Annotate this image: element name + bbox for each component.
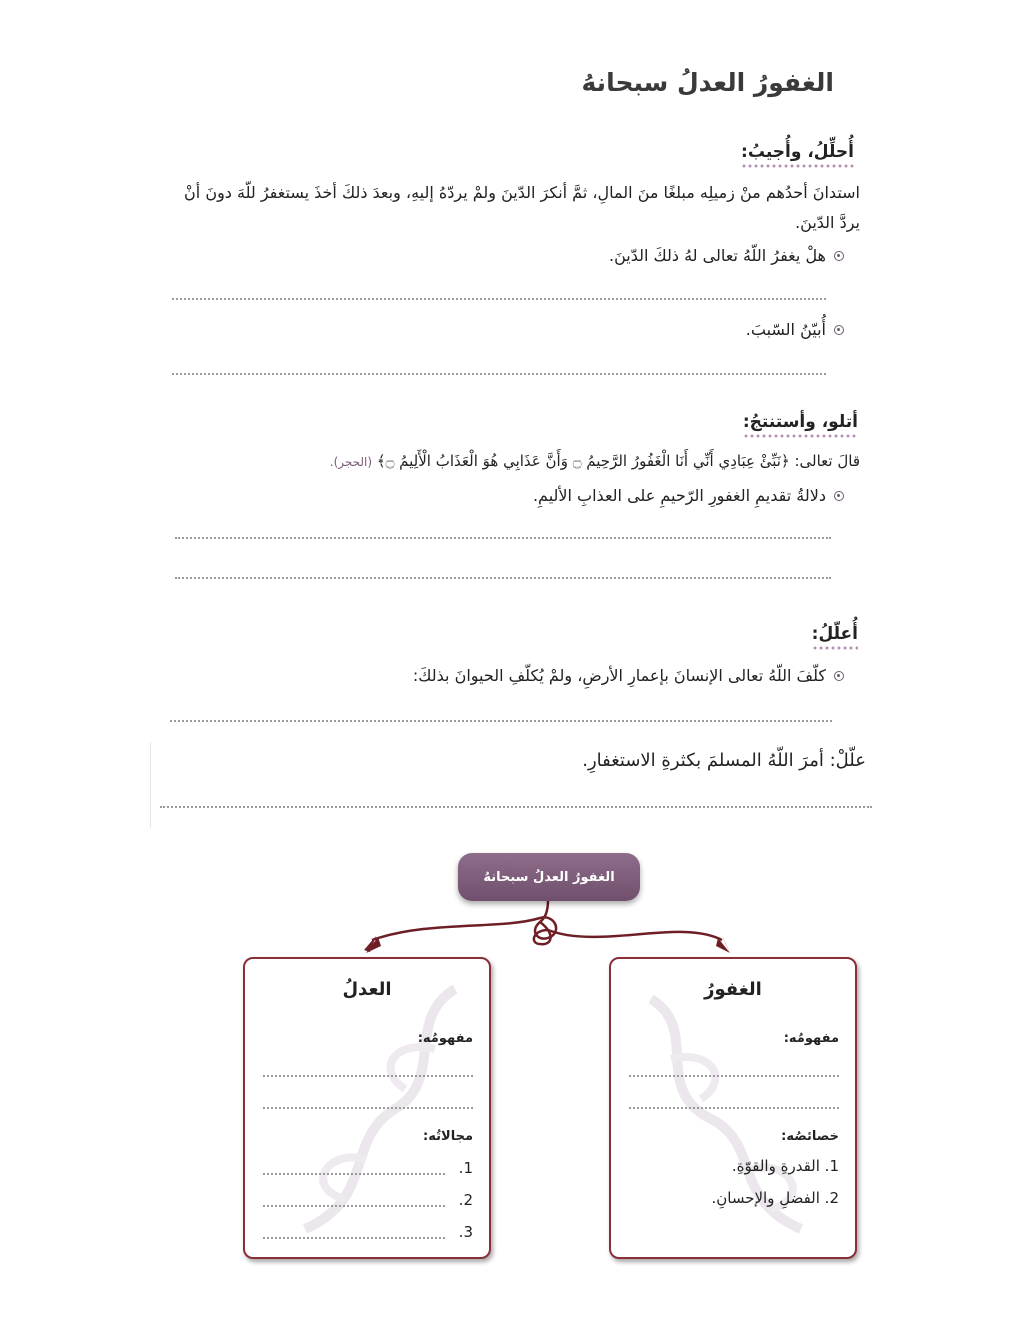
page-title: الغفورُ العدلُ سبحانهُ (581, 68, 834, 97)
card-title: الغفورُ (704, 979, 762, 1000)
scenario-paragraph: استدانَ أحدُهم منْ زميلِه مبلغًا منَ المالِ، ثمَّ أنكرَ الدّينَ ولمْ يردّهُ إليهِ، وبعدَ ذلكَ أخذَ يستغفرُ للّهَ دونَ أنْ يردَّ الدّينَ. (184, 183, 860, 232)
verse-text: ﴿نَبِّئْ عِبَادِي أَنِّي أَنَا الْغَفُورُ الرَّحِيمُ ۝ وَأَنَّ عَذَابِي هُوَ الْعَذَابُ الْأَلِيمُ ۝﴾ (376, 452, 790, 470)
question-istighfar: علّلْ: أمرَ اللّهُ المسلمَ بكثرةِ الاستغفارِ. (582, 750, 866, 771)
answer-line[interactable] (263, 1237, 445, 1239)
list-item: 1. القدرةِ والقوّةِ. (731, 1157, 839, 1175)
left-arrow-curve (372, 900, 556, 940)
question-text: كلّفَ اللّهُ تعالى الإنسانَ بإعمارِ الأرضِ، ولمْ يُكلّفِ الحيوانَ بذلكَ: (412, 666, 826, 685)
diagram-center-badge: الغفورُ العدلُ سبحانهُ (458, 853, 640, 901)
list-item: 3. (458, 1223, 473, 1241)
answer-line[interactable] (263, 1173, 445, 1175)
list-item: 1. (458, 1159, 473, 1177)
section-heading-justify: أُعلّلُ: (812, 624, 858, 650)
section-heading-recite: أتلو، وأستنتجُ: (743, 412, 858, 438)
answer-line[interactable] (263, 1107, 473, 1109)
fields-label: مجالاتُه: (423, 1129, 473, 1144)
list-item: 2. الفضلِ والإحسانِ. (711, 1189, 839, 1207)
verse-intro: قالَ تعالى: (794, 452, 860, 470)
answer-line[interactable] (263, 1205, 445, 1207)
answer-line[interactable] (263, 1075, 473, 1077)
concept-label: مفهومُه: (417, 1031, 473, 1046)
traits-label: خصائصُه: (781, 1129, 839, 1144)
answer-line[interactable] (629, 1107, 839, 1109)
card-forgiving (609, 957, 857, 1259)
list-item: 2. (458, 1191, 473, 1209)
right-arrowhead (716, 938, 730, 953)
question-text: أُبيّنُ السّببَ. (745, 320, 826, 339)
question-text: دلالةُ تقديمِ الغفورِ الرّحيمِ على العذابِ الأليمِ. (532, 486, 826, 505)
card-title: العدلُ (342, 979, 392, 1000)
concept-label: مفهومُه: (783, 1031, 839, 1046)
section-heading-analyze: أُحلِّلُ، وأُجيبُ: (741, 142, 854, 168)
verse-source: (الحجر). (329, 455, 373, 469)
card-justice (243, 957, 491, 1259)
question-text: هلْ يغفرُ اللّهُ تعالى لهُ ذلكَ الدّينَ. (609, 246, 826, 265)
answer-line[interactable] (629, 1075, 839, 1077)
right-arrow-curve (534, 922, 722, 944)
